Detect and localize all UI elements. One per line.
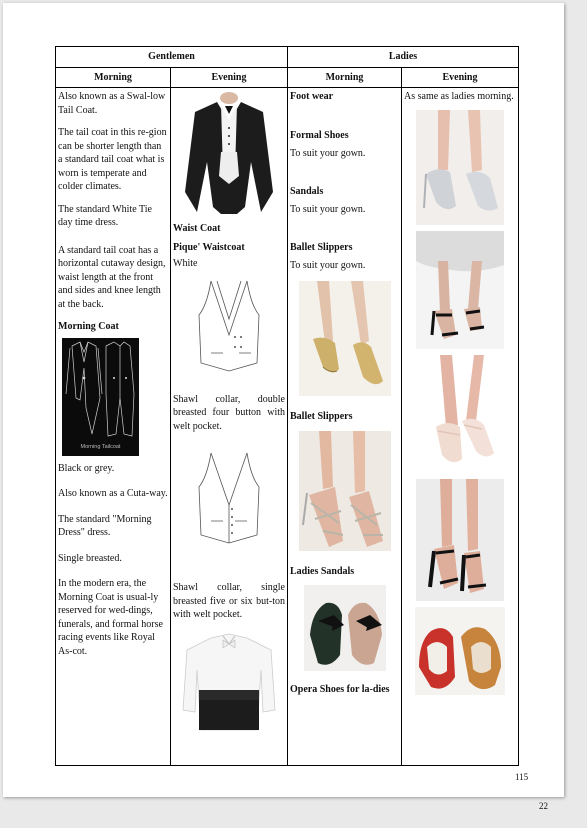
sketch-caption: Morning Tailcoat (80, 444, 121, 451)
silver-sandals-photo (299, 431, 391, 551)
text-modern-era: In the modern era, the Morning Coat is usual-ly reserved for wed-dings, funerals, and formal horse racing events like Royal As-cot. (58, 578, 163, 657)
gold-ballet-slippers-photo (299, 281, 391, 396)
text-tail-length: The tail coat in this re-gion can be shorter length than a standard tail coat what is worn is temperate and colder climates. (58, 127, 167, 192)
text-suit-1: To suit your gown. (290, 148, 366, 159)
heading-waist-coat: Waist Coat (173, 223, 221, 234)
text-suit-2: To suit your gown. (290, 204, 366, 215)
header-ladies: Ladies (288, 47, 519, 68)
heading-opera-shoes: Opera Shoes for la-dies (290, 683, 390, 695)
cell-ladies-morning (288, 88, 402, 766)
heading-ladies-sandals: Ladies Sandals (290, 566, 355, 577)
cell-gentlemen-morning (56, 88, 171, 766)
heading-foot-wear: Foot wear (290, 91, 334, 102)
heading-formal-shoes: Formal Shoes (290, 129, 349, 141)
silver-pumps-photo (416, 110, 504, 225)
morning-tailcoat-sketch (62, 338, 139, 456)
header-gentlemen-evening: Evening (171, 67, 288, 88)
black-heels-photo (416, 479, 504, 601)
text-white: White (173, 258, 198, 269)
text-swallow-tail: Also known as a Swal-low Tail Coat. (58, 91, 166, 116)
outer-page-number: 22 (539, 801, 548, 811)
text-single-breasted: Single breasted. (58, 552, 122, 564)
header-ladies-evening: Evening (402, 67, 519, 88)
dress-code-table (55, 46, 519, 766)
pink-ballet-slippers-photo (416, 355, 504, 473)
single-breasted-vest-sketch (189, 447, 269, 547)
text-white-tie: The standard White Tie day time dress. (58, 203, 152, 228)
header-gentlemen-morning: Morning (56, 67, 171, 88)
heading-morning-coat: Morning Coat (58, 321, 119, 332)
text-shawl-single: Shawl collar, single breasted five or six but-ton with welt pocket. (173, 582, 285, 620)
tailcoat-photo (181, 92, 277, 217)
cell-ladies-evening (402, 88, 519, 766)
text-cutaway: Also known as a Cuta-way. (58, 488, 168, 499)
header-gentlemen: Gentlemen (56, 47, 288, 68)
text-morning-dress: The standard "Morning Dress" dress. (58, 513, 152, 538)
heading-pique-waistcoat: Pique' Waistcoat (173, 241, 245, 253)
heading-ballet-slippers-2: Ballet Slippers (290, 410, 353, 422)
dress-shirt-photo (181, 630, 277, 734)
heading-sandals: Sandals (290, 185, 324, 197)
double-breasted-vest-sketch (189, 275, 269, 375)
document-page (3, 3, 564, 797)
text-shawl-double: Shawl collar, double breasted four button with welt pocket. (173, 393, 285, 432)
text-same-as-morning: As same as ladies morning. (404, 91, 514, 102)
header-ladies-morning: Morning (288, 67, 402, 88)
text-cutaway-design: A standard tail coat has a horizontal cutaway design, waist length at the front and sides and knee length at the back. (58, 244, 166, 310)
text-black-grey: Black or grey. (58, 462, 115, 474)
bow-flats-photo (304, 585, 386, 671)
black-strap-sandals-photo (416, 231, 504, 349)
text-suit-3: To suit your gown. (290, 260, 366, 271)
heading-ballet-slippers: Ballet Slippers (290, 241, 353, 253)
red-and-tan-flats-photo (415, 607, 505, 695)
inner-page-number: 115 (515, 772, 529, 782)
cell-gentlemen-evening (171, 88, 288, 766)
